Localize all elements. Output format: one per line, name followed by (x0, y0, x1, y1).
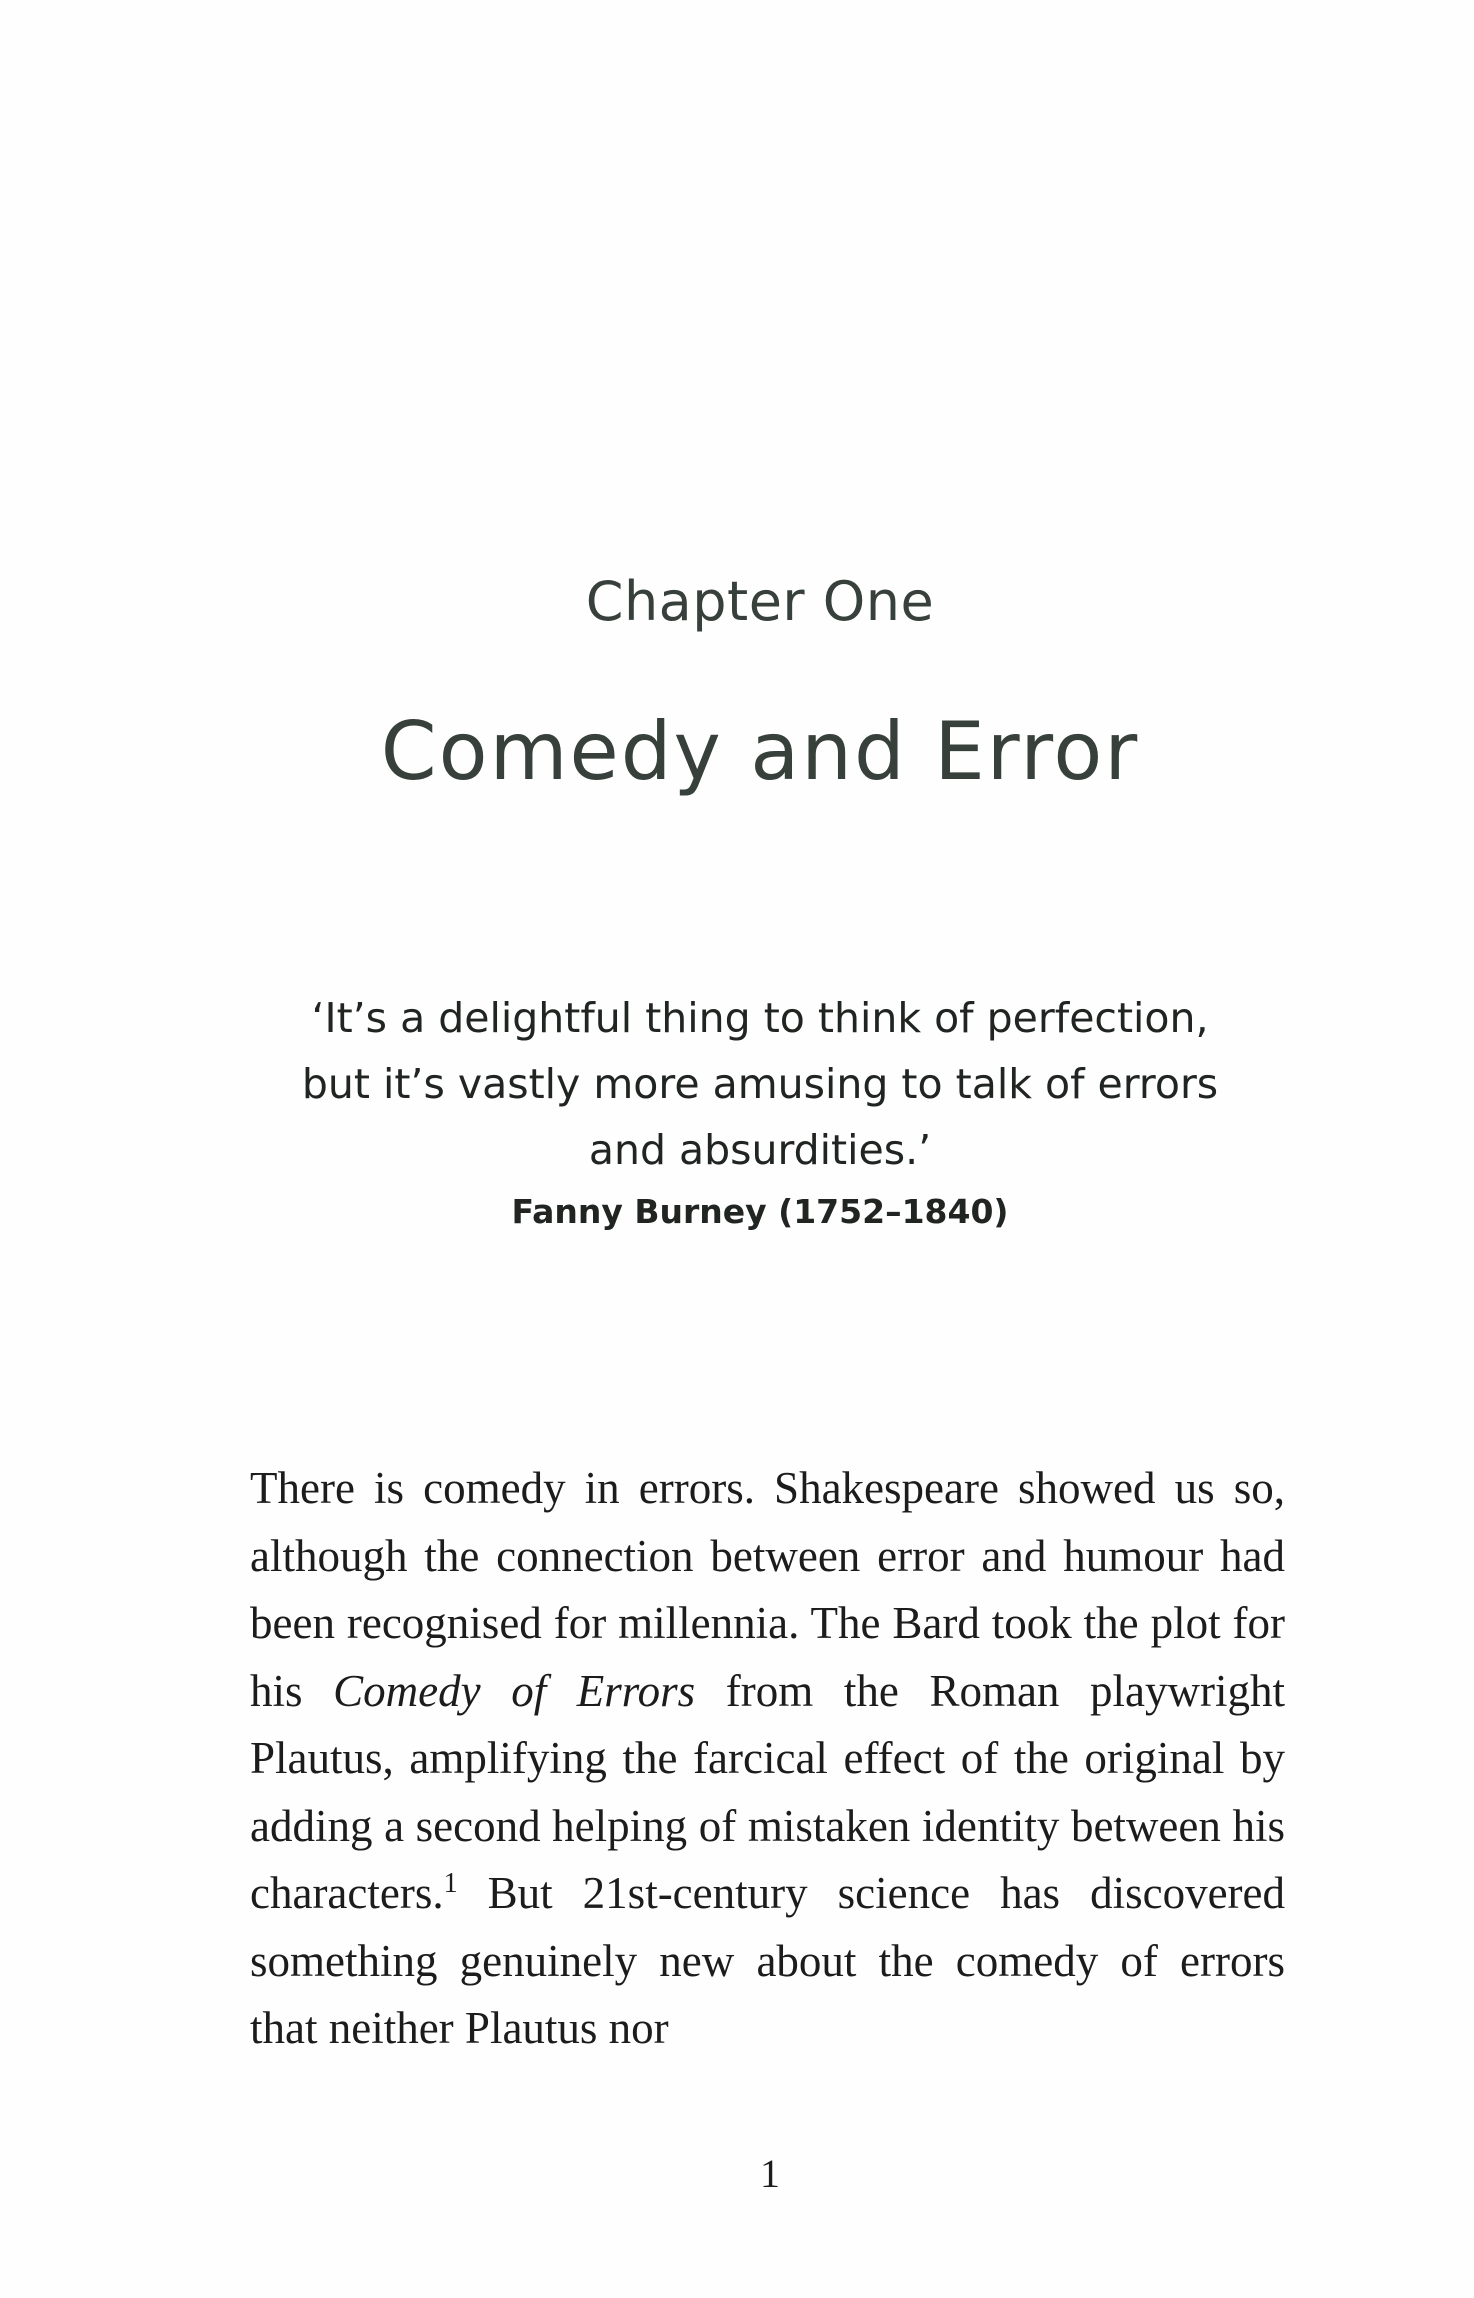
chapter-label: Chapter One (585, 570, 935, 633)
epigraph-attribution: Fanny Burney (1752–1840) (511, 1192, 1009, 1231)
body-paragraph (250, 1455, 1285, 2063)
epigraph-quote: ‘It’s a delightful thing to think of perfection, but it’s vastly more amusing to talk of errors and absurdities.’ (301, 994, 1219, 1174)
body-text-part-1: There is comedy in errors. Shakespeare showed us so, although the connection between error and humour had been recognised for millennia. The Bard took the plot for his (250, 1463, 1285, 1716)
footnote-reference: 1 (443, 1868, 458, 1899)
body-text-part-3: But 21st-century science has discovered something genuinely new about the comedy of errors that neither Plautus nor (250, 1868, 1285, 2053)
page-number: 1 (760, 2151, 780, 2196)
body-italic-title: Comedy of Errors (333, 1665, 696, 1716)
body-text-part-2: from the Roman playwright Plautus, amplifying the farcical effect of the original by adding a second helping of mistaken identity between his characters. (250, 1665, 1286, 1918)
chapter-title: Comedy and Error (380, 705, 1140, 798)
